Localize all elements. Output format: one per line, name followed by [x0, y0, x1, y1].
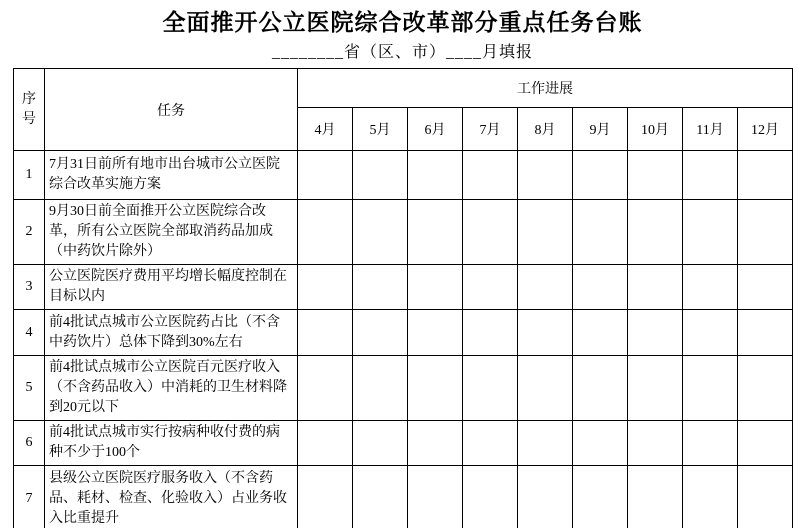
province-blank-field[interactable]: ________: [271, 44, 344, 61]
progress-cell-row3-11月[interactable]: [683, 265, 738, 310]
progress-cell-row2-4月[interactable]: [298, 200, 353, 265]
progress-cell-row5-8月[interactable]: [518, 356, 573, 421]
progress-cell-row5-10月[interactable]: [628, 356, 683, 421]
progress-cell-row1-11月[interactable]: [683, 151, 738, 200]
progress-cell-row5-12月[interactable]: [738, 356, 793, 421]
progress-cell-row3-5月[interactable]: [353, 265, 408, 310]
row-number: 2: [14, 200, 45, 265]
progress-cell-row7-10月[interactable]: [628, 466, 683, 528]
task-cell: 前4批试点城市公立医院百元医疗收入（不含药品收入）中消耗的卫生材料降到20元以下: [45, 356, 298, 421]
task-cell: 前4批试点城市实行按病种收付费的病种不少于100个: [45, 421, 298, 466]
table-row: [14, 466, 793, 528]
progress-cell-row5-11月[interactable]: [683, 356, 738, 421]
row-number: 3: [14, 265, 45, 310]
progress-cell-row2-11月[interactable]: [683, 200, 738, 265]
progress-cell-row1-12月[interactable]: [738, 151, 793, 200]
progress-cell-row2-10月[interactable]: [628, 200, 683, 265]
province-label: 省（区、市）: [343, 44, 446, 61]
progress-cell-row7-6月[interactable]: [408, 466, 463, 528]
header-month-12月: 12月: [738, 108, 793, 151]
row-number: 5: [14, 356, 45, 421]
progress-cell-row4-10月[interactable]: [628, 310, 683, 356]
progress-cell-row7-9月[interactable]: [573, 466, 628, 528]
progress-cell-row6-10月[interactable]: [628, 421, 683, 466]
row-number: 6: [14, 421, 45, 466]
table-row: [14, 151, 793, 200]
task-cell: 9月30日前全面推开公立医院综合改革，所有公立医院全部取消药品加成（中药饮片除外）: [45, 200, 298, 265]
document-title: 全面推开公立医院综合改革部分重点任务台账: [162, 10, 643, 35]
progress-cell-row1-4月[interactable]: [298, 151, 353, 200]
progress-cell-row7-11月[interactable]: [683, 466, 738, 528]
task-ledger-table: [13, 68, 793, 528]
table-row: [14, 265, 793, 310]
header-index: 序号: [14, 69, 45, 151]
document-subtitle: [13, 42, 792, 64]
progress-cell-row7-4月[interactable]: [298, 466, 353, 528]
header-month-6月: 6月: [408, 108, 463, 151]
header-month-9月: 9月: [573, 108, 628, 151]
progress-cell-row3-4月[interactable]: [298, 265, 353, 310]
row-number: 7: [14, 466, 45, 528]
progress-cell-row3-12月[interactable]: [738, 265, 793, 310]
progress-cell-row3-9月[interactable]: [573, 265, 628, 310]
progress-cell-row6-12月[interactable]: [738, 421, 793, 466]
header-month-8月: 8月: [518, 108, 573, 151]
progress-cell-row6-6月[interactable]: [408, 421, 463, 466]
progress-cell-row3-8月[interactable]: [518, 265, 573, 310]
progress-cell-row3-7月[interactable]: [463, 265, 518, 310]
progress-cell-row1-5月[interactable]: [353, 151, 408, 200]
progress-cell-row4-6月[interactable]: [408, 310, 463, 356]
progress-cell-row7-7月[interactable]: [463, 466, 518, 528]
progress-cell-row1-7月[interactable]: [463, 151, 518, 200]
progress-cell-row1-10月[interactable]: [628, 151, 683, 200]
progress-cell-row2-8月[interactable]: [518, 200, 573, 265]
table-row: [14, 310, 793, 356]
row-number: 4: [14, 310, 45, 356]
progress-cell-row6-4月[interactable]: [298, 421, 353, 466]
header-month-4月: 4月: [298, 108, 353, 151]
task-cell: 7月31日前所有地市出台城市公立医院综合改革实施方案: [45, 151, 298, 200]
progress-cell-row6-9月[interactable]: [573, 421, 628, 466]
progress-cell-row3-6月[interactable]: [408, 265, 463, 310]
progress-cell-row7-12月[interactable]: [738, 466, 793, 528]
progress-cell-row4-11月[interactable]: [683, 310, 738, 356]
progress-cell-row4-12月[interactable]: [738, 310, 793, 356]
progress-cell-row6-5月[interactable]: [353, 421, 408, 466]
progress-cell-row5-7月[interactable]: [463, 356, 518, 421]
progress-cell-row5-5月[interactable]: [353, 356, 408, 421]
table-row: [14, 356, 793, 421]
task-cell: 公立医院医疗费用平均增长幅度控制在目标以内: [45, 265, 298, 310]
progress-cell-row2-6月[interactable]: [408, 200, 463, 265]
progress-cell-row5-6月[interactable]: [408, 356, 463, 421]
month-label: 月填报: [482, 44, 534, 61]
progress-cell-row4-8月[interactable]: [518, 310, 573, 356]
task-cell: 县级公立医院医疗服务收入（不含药品、耗材、检查、化验收入）占业务收入比重提升: [45, 466, 298, 528]
progress-cell-row7-8月[interactable]: [518, 466, 573, 528]
progress-cell-row1-8月[interactable]: [518, 151, 573, 200]
progress-cell-row6-11月[interactable]: [683, 421, 738, 466]
progress-cell-row2-7月[interactable]: [463, 200, 518, 265]
progress-cell-row1-9月[interactable]: [573, 151, 628, 200]
progress-cell-row4-7月[interactable]: [463, 310, 518, 356]
progress-cell-row4-5月[interactable]: [353, 310, 408, 356]
header-month-7月: 7月: [463, 108, 518, 151]
table-row: [14, 200, 793, 265]
progress-cell-row2-12月[interactable]: [738, 200, 793, 265]
progress-cell-row6-7月[interactable]: [463, 421, 518, 466]
month-blank-field[interactable]: ____: [446, 44, 482, 61]
task-cell: 前4批试点城市公立医院药占比（不含中药饮片）总体下降到30%左右: [45, 310, 298, 356]
row-number: 1: [14, 151, 45, 200]
header-task: 任务: [45, 69, 298, 151]
progress-cell-row3-10月[interactable]: [628, 265, 683, 310]
progress-cell-row5-4月[interactable]: [298, 356, 353, 421]
progress-cell-row4-4月[interactable]: [298, 310, 353, 356]
progress-cell-row2-9月[interactable]: [573, 200, 628, 265]
header-month-5月: 5月: [353, 108, 408, 151]
progress-cell-row2-5月[interactable]: [353, 200, 408, 265]
header-row-top: [14, 69, 793, 108]
header-month-11月: 11月: [683, 108, 738, 151]
progress-cell-row6-8月[interactable]: [518, 421, 573, 466]
progress-cell-row7-5月[interactable]: [353, 466, 408, 528]
header-month-10月: 10月: [628, 108, 683, 151]
progress-cell-row4-9月[interactable]: [573, 310, 628, 356]
table-row: [14, 421, 793, 466]
progress-cell-row1-6月[interactable]: [408, 151, 463, 200]
progress-cell-row5-9月[interactable]: [573, 356, 628, 421]
header-progress: 工作进展: [298, 69, 793, 108]
